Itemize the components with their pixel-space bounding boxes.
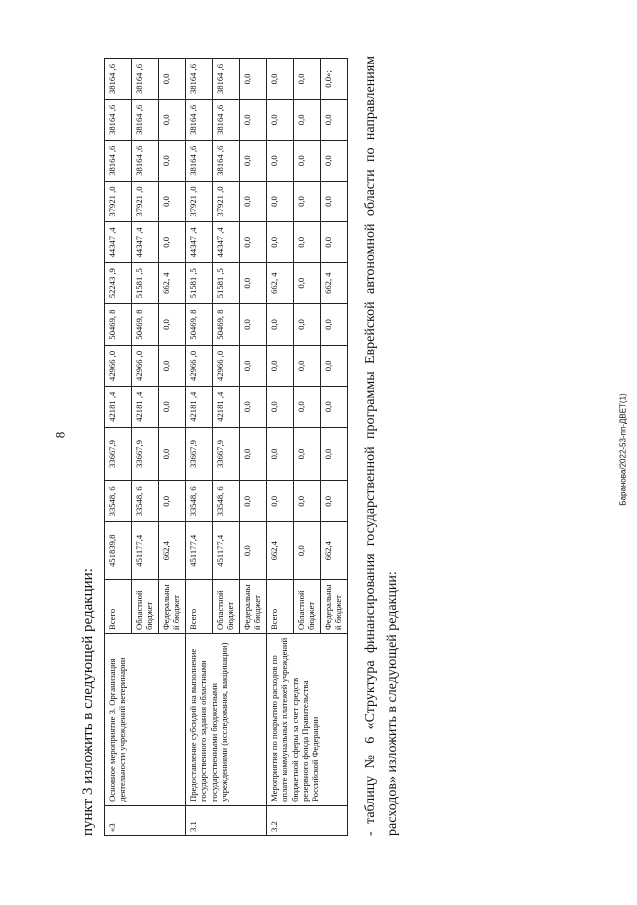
- row-number-cell: 3.2: [267, 805, 348, 835]
- value-cell: 0,0: [159, 222, 186, 263]
- value-cell: 0,0: [294, 59, 321, 100]
- value-cell: 50469, 8: [186, 304, 213, 346]
- document-code: Баранова/2022-53-пп-ДВЕТ(1): [618, 393, 628, 506]
- value-cell: 44347 ,4: [132, 222, 159, 263]
- page-number: 8: [52, 431, 68, 439]
- value-cell: 33548, 6: [132, 481, 159, 522]
- funding-source-cell: Федеральный бюджет: [159, 580, 186, 634]
- value-cell: 33667,9: [213, 427, 240, 481]
- value-cell: 38164 ,6: [105, 99, 132, 140]
- value-cell: 50469, 8: [105, 304, 132, 346]
- funding-source-cell: Всего: [186, 580, 213, 634]
- value-cell: 0,0: [321, 427, 348, 481]
- value-cell: 37921 ,0: [105, 181, 132, 222]
- value-cell: 0,0: [294, 427, 321, 481]
- value-cell: 0,0: [159, 427, 186, 481]
- value-cell: 451177,4: [186, 522, 213, 580]
- value-cell: 50469, 8: [213, 304, 240, 346]
- value-cell: 0,0: [294, 522, 321, 580]
- value-cell: 0,0: [321, 99, 348, 140]
- funding-source-cell: Всего: [105, 580, 132, 634]
- table-row: [267, 59, 294, 836]
- value-cell: 42181 ,4: [186, 386, 213, 427]
- value-cell: 38164 ,6: [213, 59, 240, 100]
- value-cell: 42966 ,0: [213, 346, 240, 387]
- value-cell: 42181 ,4: [132, 386, 159, 427]
- value-cell: 0,0: [321, 140, 348, 181]
- rotated-content: [80, 56, 450, 836]
- value-cell: 0,0: [321, 304, 348, 346]
- value-cell: 33548, 6: [213, 481, 240, 522]
- table-row: [105, 59, 132, 836]
- value-cell: 662, 4: [267, 263, 294, 304]
- funding-source-cell: Областной бюджет: [213, 580, 240, 634]
- funding-source-cell: Всего: [267, 580, 294, 634]
- value-cell: 0,0: [267, 427, 294, 481]
- value-cell: 662,4: [321, 522, 348, 580]
- value-cell: 0,0: [159, 99, 186, 140]
- value-cell: 50469, 8: [132, 304, 159, 346]
- value-cell: 0,0: [294, 99, 321, 140]
- value-cell: 0,0: [294, 386, 321, 427]
- outro-text: - таблицу № 6 «Структура финансирования государственной программы Еврейской автономной области по направлениям расходов» изложить в следующей редакции:: [363, 56, 401, 836]
- value-cell: 0,0: [240, 263, 267, 304]
- value-cell: 42181 ,4: [213, 386, 240, 427]
- value-cell: 42966 ,0: [105, 346, 132, 387]
- value-cell: 0,0: [240, 386, 267, 427]
- value-cell: 0,0: [267, 59, 294, 100]
- value-cell: 0,0: [267, 140, 294, 181]
- value-cell: 0,0: [294, 304, 321, 346]
- value-cell: 38164 ,6: [105, 140, 132, 181]
- value-cell: 0,0»;: [321, 59, 348, 100]
- value-cell: 44347 ,4: [213, 222, 240, 263]
- value-cell: 38164 ,6: [213, 140, 240, 181]
- value-cell: 0,0: [159, 481, 186, 522]
- value-cell: 51581 ,5: [186, 263, 213, 304]
- value-cell: 38164 ,6: [132, 99, 159, 140]
- value-cell: 33548, 6: [105, 481, 132, 522]
- value-cell: 0,0: [294, 181, 321, 222]
- value-cell: 0,0: [159, 346, 186, 387]
- value-cell: 0,0: [267, 346, 294, 387]
- value-cell: 0,0: [159, 59, 186, 100]
- value-cell: 0,0: [240, 140, 267, 181]
- value-cell: 0,0: [294, 140, 321, 181]
- table-row: [186, 59, 213, 836]
- value-cell: 44347 ,4: [186, 222, 213, 263]
- value-cell: 0,0: [240, 181, 267, 222]
- value-cell: 0,0: [240, 481, 267, 522]
- value-cell: 0,0: [267, 99, 294, 140]
- value-cell: 37921 ,0: [132, 181, 159, 222]
- value-cell: 0,0: [267, 481, 294, 522]
- value-cell: 42181 ,4: [105, 386, 132, 427]
- activity-name-cell: Основное мероприятие 3. Организация деятельности учреждений ветеринарии: [105, 633, 186, 805]
- value-cell: 0,0: [321, 222, 348, 263]
- value-cell: 0,0: [321, 181, 348, 222]
- value-cell: 33667,9: [132, 427, 159, 481]
- value-cell: 662, 4: [321, 263, 348, 304]
- value-cell: 37921 ,0: [186, 181, 213, 222]
- value-cell: 37921 ,0: [213, 181, 240, 222]
- row-number-cell: 3.1: [186, 805, 267, 835]
- value-cell: 0,0: [240, 522, 267, 580]
- value-cell: 33667,9: [186, 427, 213, 481]
- value-cell: 662,4: [159, 522, 186, 580]
- value-cell: 0,0: [321, 386, 348, 427]
- value-cell: 451177,4: [132, 522, 159, 580]
- value-cell: 0,0: [159, 140, 186, 181]
- intro-text: пункт 3 изложить в следующей редакции:: [80, 568, 96, 836]
- value-cell: 451177,4: [213, 522, 240, 580]
- value-cell: 0,0: [240, 346, 267, 387]
- value-cell: 0,0: [294, 222, 321, 263]
- value-cell: 51581 ,5: [213, 263, 240, 304]
- value-cell: 0,0: [294, 263, 321, 304]
- value-cell: 0,0: [321, 481, 348, 522]
- value-cell: 0,0: [294, 346, 321, 387]
- value-cell: 0,0: [240, 59, 267, 100]
- value-cell: 0,0: [159, 386, 186, 427]
- funding-source-cell: Областной бюджет: [294, 580, 321, 634]
- funding-source-cell: Федеральный бюджет: [321, 580, 348, 634]
- value-cell: 38164 ,6: [132, 59, 159, 100]
- value-cell: 38164 ,6: [186, 59, 213, 100]
- value-cell: 0,0: [267, 386, 294, 427]
- value-cell: 51581 ,5: [132, 263, 159, 304]
- value-cell: 0,0: [267, 222, 294, 263]
- value-cell: 451839,8: [105, 522, 132, 580]
- value-cell: 0,0: [159, 304, 186, 346]
- value-cell: 33667,9: [105, 427, 132, 481]
- value-cell: 0,0: [294, 481, 321, 522]
- value-cell: 52243 ,9: [105, 263, 132, 304]
- value-cell: 42966 ,0: [132, 346, 159, 387]
- value-cell: 38164 ,6: [186, 140, 213, 181]
- value-cell: 0,0: [240, 427, 267, 481]
- value-cell: 0,0: [240, 222, 267, 263]
- value-cell: 0,0: [321, 346, 348, 387]
- value-cell: 38164 ,6: [213, 99, 240, 140]
- value-cell: 44347 ,4: [105, 222, 132, 263]
- value-cell: 33548, 6: [186, 481, 213, 522]
- funding-source-cell: Областной бюджет: [132, 580, 159, 634]
- financing-table: [104, 58, 348, 836]
- funding-source-cell: Федеральный бюджет: [240, 580, 267, 634]
- activity-name-cell: Предоставление субсидий на выполнение государственного задания областными государственными бюджетными учреждениями (исследования, вакцинации): [186, 633, 267, 805]
- value-cell: 0,0: [267, 181, 294, 222]
- value-cell: 38164 ,6: [105, 59, 132, 100]
- activity-name-cell: Мероприятия по покрытию расходов по оплате коммунальных платежей учреждений бюджетной сферы за счет средств резервного фонда Правительства Российской Федерации: [267, 633, 348, 805]
- value-cell: 662,4: [267, 522, 294, 580]
- value-cell: 42966 ,0: [186, 346, 213, 387]
- value-cell: 662, 4: [159, 263, 186, 304]
- value-cell: 0,0: [240, 304, 267, 346]
- value-cell: 0,0: [159, 181, 186, 222]
- row-number-cell: «3: [105, 805, 186, 835]
- value-cell: 0,0: [240, 99, 267, 140]
- value-cell: 38164 ,6: [186, 99, 213, 140]
- value-cell: 38164 ,6: [132, 140, 159, 181]
- value-cell: 0,0: [267, 304, 294, 346]
